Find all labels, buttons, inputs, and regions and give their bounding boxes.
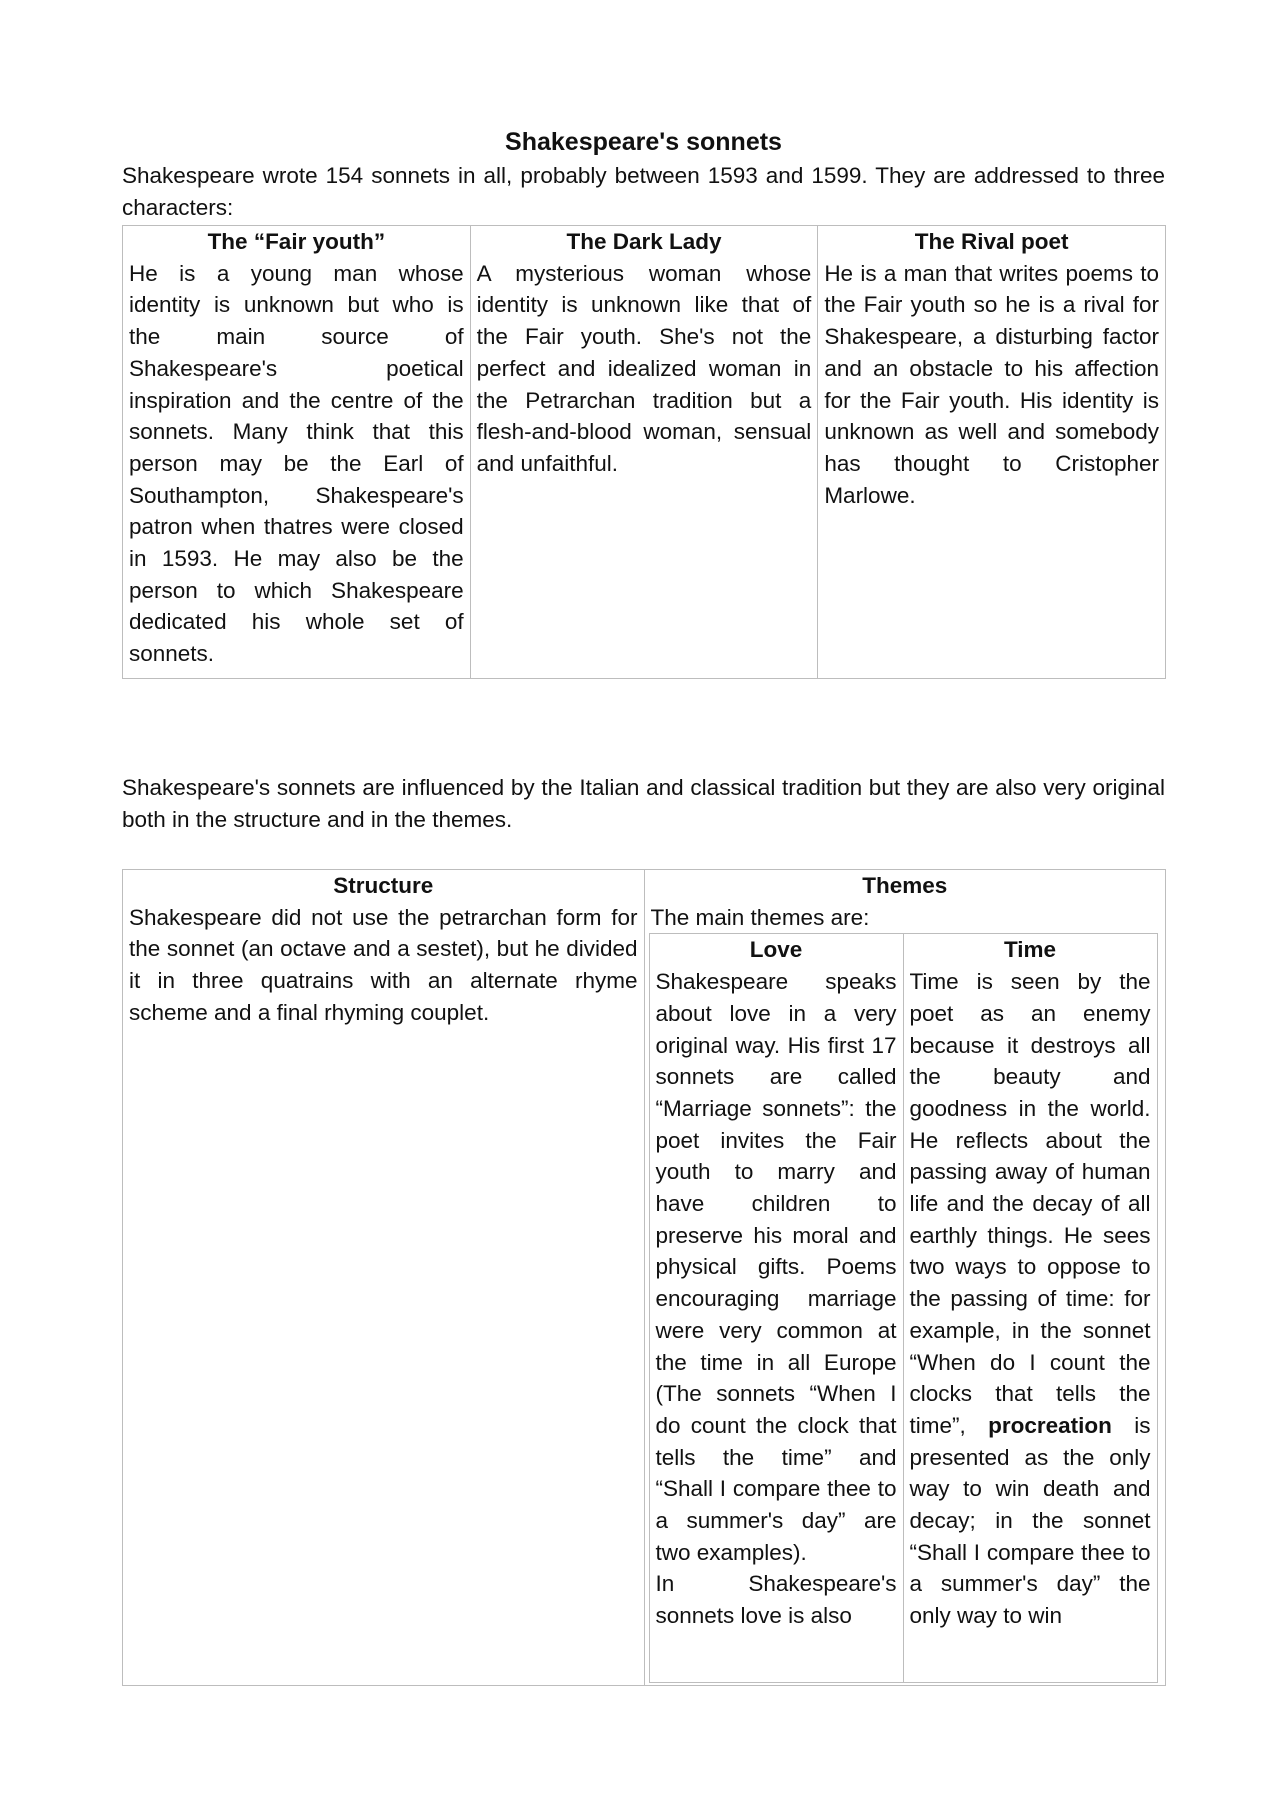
dark-lady-cell	[470, 226, 818, 679]
procreation-bold-text: procreation	[988, 1412, 1112, 1438]
love-heading: Love	[749, 937, 803, 963]
structure-themes-table	[122, 869, 1166, 1686]
rival-poet-heading: The Rival poet	[914, 229, 1069, 254]
rival-poet-cell	[818, 226, 1166, 679]
time-heading: Time	[1003, 937, 1057, 963]
themes-heading: Themes	[862, 873, 948, 898]
structure-text: Shakespeare did not use the petrarchan form for the sonnet (an octave and a sestet), but he divided it in three quatrains with an alternate rhyme scheme and a final rhyming couplet.	[129, 904, 638, 1025]
structure-themes-row	[123, 870, 1166, 1686]
dark-lady-text: A mysterious woman whose identity is unknown like that of the Fair youth. She's not the perfect and idealized woman in the Petrarchan tradition but a flesh-and-blood woman, sensual and unfaithful.	[476, 260, 812, 476]
love-cell	[649, 934, 903, 1683]
structure-heading: Structure	[333, 873, 434, 898]
fair-youth-text: He is a young man whose identity is unknown but who is the main source of Shakespeare's poetical inspiration and the centre of the sonnets. Many think that this person may be the Earl of Southampton, Shakespeare's patron when thatres were closed in 1593. He may also be the person to which Shakespeare dedicated his whole set of sonnets.	[129, 260, 464, 667]
structure-cell	[123, 870, 645, 1686]
themes-intro: The main themes are:	[650, 904, 870, 930]
time-text: Time is seen by the poet as an enemy because it destroys all the beauty and goodness in the world. He reflects about the passing away of human life and the decay of all earthly things. He sees two ways to oppose to the passing of time: for example, in the sonnet “When do I count the clocks that tells the time”,	[909, 969, 1151, 1438]
document-page	[122, 124, 1165, 1686]
characters-table	[122, 225, 1166, 679]
themes-inner-row	[649, 934, 1157, 1683]
page-title: Shakespeare's sonnets	[505, 128, 782, 156]
time-cell	[903, 934, 1157, 1683]
themes-inner-table	[649, 933, 1158, 1683]
time-text-continued: is presented as the only way to win death and decay; in the sonnet “Shall I compare thee to a summer's day” the only way to win	[909, 1412, 1151, 1629]
fair-youth-heading: The “Fair youth”	[207, 229, 386, 254]
influence-paragraph: Shakespeare's sonnets are influenced by the Italian and classical tradition but they are also very original both in the structure and in the themes.	[122, 775, 1165, 832]
fair-youth-cell	[123, 226, 471, 679]
love-text-continued: In Shakespeare's sonnets love is also	[655, 1571, 897, 1629]
love-text: Shakespeare speaks about love in a very original way. His first 17 sonnets are called “Marriage sonnets”: the poet invites the Fair youth to marry and have children to preserve his moral and physical gifts. Poems encouraging marriage were very common at the time in all Europe (The sonnets “When I do count the clock that tells the time” and “Shall I compare thee to a summer's day” are two examples).	[655, 969, 897, 1565]
dark-lady-heading: The Dark Lady	[566, 229, 722, 254]
characters-row	[123, 226, 1166, 679]
intro-paragraph: Shakespeare wrote 154 sonnets in all, probably between 1593 and 1599. They are addressed to three characters:	[122, 163, 1165, 220]
rival-poet-text: He is a man that writes poems to the Fair youth so he is a rival for Shakespeare, a disturbing factor and an obstacle to his affection for the Fair youth. His identity is unknown as well and somebody has thought to Cristopher Marlowe.	[824, 260, 1159, 508]
themes-cell	[644, 870, 1166, 1686]
